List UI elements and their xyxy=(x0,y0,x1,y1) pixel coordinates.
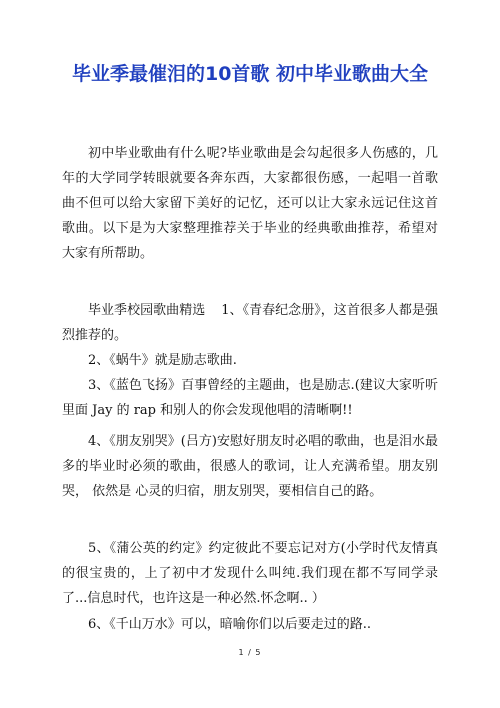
list-item: 1、《青春纪念册》，这首很多人都是强烈推荐的。 xyxy=(62,303,438,343)
document-title: 毕业季最催泪的10首歌 初中毕业歌曲大全 xyxy=(71,63,429,85)
list-item: 5、《蒲公英的约定》约定彼此不要忘记对方(小学时代友情真的很宝贵的，上了初中才发现什么叫纯.我们现在都不写同学录了...信息时代，也许这是一种必然.怀念啊.. ） xyxy=(62,541,438,606)
page-number: 1 / 5 xyxy=(238,648,262,657)
list-item: 3、《蓝色飞扬》百事曾经的主题曲，也是励志.(建议大家听听里面 Jay 的 rap 和别人的你会发现他唱的清晰啊!! xyxy=(62,378,438,418)
list-item: 6、《千山万水》可以，暗喻你们以后要走过的路.. xyxy=(88,617,372,632)
section-heading: 毕业季校园歌曲精选 xyxy=(88,303,206,318)
section-paragraph xyxy=(62,298,438,348)
intro-paragraph: 初中毕业歌曲有什么呢?毕业歌曲是会勾起很多人伤感的，几年的大学同学转眼就要各奔东西，大家都很伤感，一起唱一首歌曲不但可以给大家留下美好的记忆，还可以让大家永远记住这首歌曲。以下是为大家整理推荐关于毕业的经典歌曲推荐，希望对大家有所帮助。 xyxy=(62,146,438,261)
list-item: 4、《朋友别哭》(吕方)安慰好朋友时必唱的歌曲，也是泪水最多的毕业时必须的歌曲，很感人的歌词，让人充满希望。朋友别哭， 依然是 心灵的归宿，朋友别哭，要相信自己的路。 xyxy=(62,434,438,499)
list-item: 2、《蜗牛》就是励志歌曲. xyxy=(88,353,237,368)
